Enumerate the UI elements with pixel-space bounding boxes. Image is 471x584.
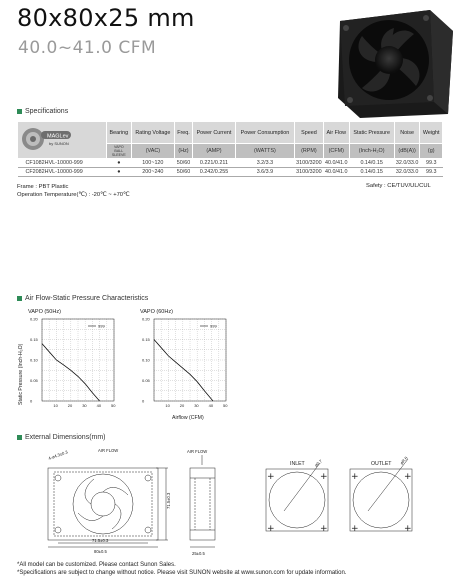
x-tick-label: 20 <box>67 403 73 408</box>
y-tick-label: 0.15 <box>142 337 150 342</box>
maglev-brand-text: by SUNON <box>49 141 69 146</box>
x-tick-label: 30 <box>194 403 199 408</box>
col-weight: Weight <box>420 122 443 144</box>
unit-consumption: (WATTS) <box>236 144 295 159</box>
height-dimension: 71.5±0.3 <box>166 492 171 509</box>
freq-cell: 50/60 <box>175 159 193 168</box>
y-tick-label: 0.15 <box>30 337 38 342</box>
airflow-pressure-charts <box>14 305 234 425</box>
x-tick-label: 10 <box>53 403 58 408</box>
outlet-view-outline <box>350 469 412 531</box>
weight-cell: 99.3 <box>420 159 443 168</box>
col-pressure: Static Pressure <box>349 122 394 144</box>
col-consumption: Power Consumption <box>236 122 295 144</box>
holes-dimension: 4-ø4.3±0.3 <box>47 449 69 461</box>
x-tick-label: 40 <box>208 403 214 408</box>
chart-vapo-50hz <box>28 309 116 408</box>
inlet-hole-icon: + <box>267 472 275 482</box>
section-marker-icon <box>17 109 22 114</box>
col-speed: Speed <box>294 122 323 144</box>
inlet-hole-icon: + <box>267 524 275 534</box>
current-cell: 0.221/0.211 <box>192 159 235 168</box>
side-airflow-label: AIR FLOW <box>187 449 208 454</box>
pitch-dimension: 71.5±0.3 <box>92 538 109 543</box>
material-notes <box>17 183 130 199</box>
fan-product-image <box>310 6 460 121</box>
power-cell: 3.6/3.9 <box>236 168 295 177</box>
x-tick-label: 10 <box>165 403 170 408</box>
outlet-diameter: øR.8 <box>398 455 409 466</box>
unit-current: (AMP) <box>192 144 235 159</box>
front-view-impeller <box>73 474 133 534</box>
unit-airflow: (CFM) <box>323 144 349 159</box>
current-cell: 0.242/0.255 <box>192 168 235 177</box>
maglev-logo-text: MAGLev <box>47 133 69 140</box>
speed-cell: 3100/3200 <box>296 160 322 166</box>
maglev-logo-cell <box>18 122 107 159</box>
col-noise: Noise <box>394 122 420 144</box>
safety-certifications: Safety : CE/TUV/UL/CUL <box>366 183 431 189</box>
frame-material: Frame : PBT Plastic <box>17 184 69 190</box>
front-view-outline <box>48 468 158 540</box>
airflow-cell: 40.0/41.0 <box>325 169 348 175</box>
customization-note: *All model can be customized. Please contact Sunon Sales. <box>17 562 176 568</box>
unit-speed: (RPM) <box>294 144 323 159</box>
inlet-hole-icon: + <box>320 524 328 534</box>
speed-cell: 3100/3200 <box>296 169 322 175</box>
unit-pressure: (Inch-H₂O) <box>349 144 394 159</box>
x-tick-label: 30 <box>82 403 87 408</box>
inlet-hole-icon: + <box>320 472 328 482</box>
specifications-table <box>17 121 443 177</box>
weight-cell: 99.3 <box>420 168 443 177</box>
dimensions-heading: External Dimensions(mm) <box>17 434 106 441</box>
x-tick-label: 40 <box>96 403 102 408</box>
series-line <box>42 344 100 401</box>
airflow-heading: Air Flow-Static Pressure Characteristics <box>17 295 148 302</box>
outlet-hole-icon: + <box>404 524 412 534</box>
section-marker-icon <box>17 296 22 301</box>
airflow-cell: 40.0/41.0 <box>325 160 348 166</box>
footer-notes <box>17 561 347 577</box>
unit-noise: (dB(A)) <box>394 144 420 159</box>
airflow-range-subtitle: 40.0~41.0 CFM <box>18 38 157 58</box>
inlet-label: INLET <box>290 461 305 467</box>
unit-weight: (g) <box>420 144 443 159</box>
outlet-hole-icon: + <box>404 472 412 482</box>
disclaimer-note: *Specifications are subject to change without notice. Please visit SUNON website at www.sunon.com for update information. <box>17 570 347 576</box>
y-tick-label: 0.10 <box>142 357 150 363</box>
col-voltage: Rating Voltage <box>131 122 174 144</box>
table-row <box>18 168 443 177</box>
external-dimension-drawings <box>40 443 440 558</box>
depth-dimension: 25±0.5 <box>192 551 205 556</box>
model-cell: CF1082HVL-10000-999 <box>18 159 107 168</box>
col-freq: Freq. <box>175 122 193 144</box>
y-tick-label: 0.05 <box>142 378 150 383</box>
chart-vapo-60hz <box>140 309 228 408</box>
side-view-outline <box>190 468 215 540</box>
y-tick-label: 0 <box>30 398 33 404</box>
section-marker-icon <box>17 435 22 440</box>
y-tick-label: 0.05 <box>30 378 38 383</box>
x-tick-label: 50 <box>223 403 228 408</box>
outlet-hole-icon: + <box>351 524 359 534</box>
y-tick-label: 0.10 <box>30 357 38 363</box>
pressure-cell: 0.14/0.15 <box>349 168 394 177</box>
col-current: Power Current <box>192 122 235 144</box>
x-axis-label: Airflow (CFM) <box>172 415 204 421</box>
bearing-cell: ● <box>107 168 132 177</box>
y-tick-label: 0 <box>142 398 145 404</box>
noise-cell: 32.0/33.0 <box>395 160 419 166</box>
legend-label: 999 <box>98 323 105 329</box>
y-tick-label: 0.20 <box>30 316 38 322</box>
x-tick-label: 50 <box>111 403 116 408</box>
airflow-arrow-label: AIR FLOW <box>98 448 119 453</box>
y-tick-label: 0.20 <box>142 316 150 322</box>
operation-temperature: Operation Temperature(℃) : -20℃ ~ +70℃ <box>17 192 130 198</box>
chart-title: VAPO (60Hz) <box>140 309 173 315</box>
freq-cell: 50/60 <box>175 168 193 177</box>
bearing-cell: ● <box>107 159 132 168</box>
page-title: 80x80x25 mm <box>17 4 195 32</box>
voltage-cell: 200~240 <box>131 168 174 177</box>
voltage-cell: 100~120 <box>131 159 174 168</box>
outlet-hole-icon: + <box>351 472 359 482</box>
inlet-diameter: ø0.7 <box>313 458 324 468</box>
unit-freq: (Hz) <box>175 144 193 159</box>
legend-label: 999 <box>210 323 217 329</box>
col-bearing: Bearing <box>107 122 132 144</box>
pressure-cell: 0.14/0.15 <box>349 159 394 168</box>
outer-dimension: 80±0.5 <box>94 549 107 554</box>
unit-bearing: VAPO BALL SLEEVE <box>107 144 132 159</box>
maglev-logo-icon <box>19 124 105 154</box>
model-cell: CF2082HVL-10000-999 <box>18 168 107 177</box>
chart-title: VAPO (50Hz) <box>28 309 61 315</box>
x-tick-label: 20 <box>179 403 185 408</box>
outlet-label: OUTLET <box>371 461 392 467</box>
inlet-view-outline <box>266 469 328 531</box>
col-airflow: Air Flow <box>323 122 349 144</box>
noise-cell: 32.0/33.0 <box>395 169 419 175</box>
table-row <box>18 159 443 168</box>
power-cell: 3.2/3.3 <box>236 159 295 168</box>
y-axis-label: Static Pressure (Inch-H₂O) <box>18 343 24 405</box>
specifications-heading: Specifications <box>17 108 68 115</box>
unit-voltage: (VAC) <box>131 144 174 159</box>
